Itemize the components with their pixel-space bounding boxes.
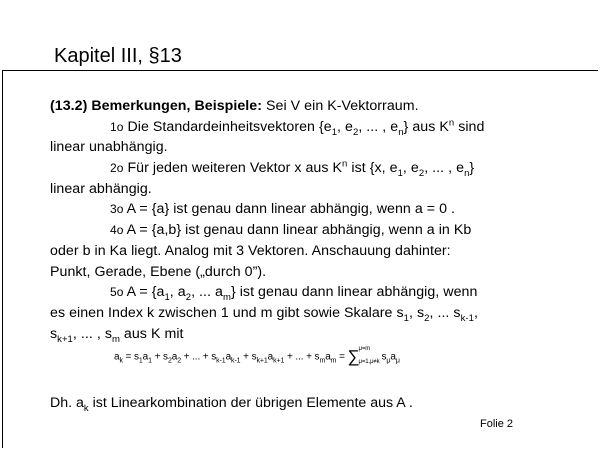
section-intro: Sei V ein K-Vektorraum. [262,98,419,114]
item-4-cont-1: oder b in Ka liegt. Analog mit 3 Vektoren. Anschauung dahinter: [50,242,451,259]
item-3: 3o A = {a} ist genau dann linear abhängig, wenn a = 0 . [110,201,456,218]
section-heading-line [50,96,595,117]
item-5: 5o $A = \{a_1$, $a_2$, ... $a_m$} ist genau dann linear abhängig, wenn [110,284,478,304]
item-4: 4o A = {a,b} ist genau dann linear abhängig, wenn a in Kb [110,222,472,239]
conclusion-line: Dh. $a_k$ ist Linearkombination der übrigen Elemente aus A . [50,395,413,414]
slide-body [50,96,595,344]
slide-title: Kapitel III, §13 [54,45,182,67]
item-4-cont-2: Punkt, Gerade, Ebene („durch 0”). [50,263,267,280]
section-heading: (13.2) Bemerkungen, Beispiele: [50,98,263,114]
item-5-cont-1: es einen Index k zwischen 1 und m gibt sowie Skalare $s_1$, $s_2$, ... $s_{k-1}$, [50,304,478,324]
item-2: 2o Für jeden weiteren Vektor x aus $K^n$ ist {x, $e_1$, $e_2$, ... , $e_n$} [110,158,475,179]
item-2-cont: linear abhängig. [50,180,152,197]
linear-combination-formula: $a_k = s_1a_1 + s_2a_2$ + ... + $s_{k-1}a_{k-1} + s_{k+1}a_{k+1}$ + ... + $s_ma_m$ = ∑ μ=m μ=1,μ≠k $s_\mu a_\mu$ [114,346,400,366]
slide-number: Folie 2 [480,418,514,430]
item-1: 1o Die Standardeinheitsvektoren {$e_1$, $e_2$, ... , $e_n$} aus $K^n$ sind [110,116,485,138]
sum-sign: ∑ μ=m μ=1,μ≠k [347,346,380,366]
item-5-cont-2: $s_{k+1}$, ... , $s_m$ aus K mit [50,325,184,345]
item-1-cont: linear unabhängig. [50,139,168,156]
